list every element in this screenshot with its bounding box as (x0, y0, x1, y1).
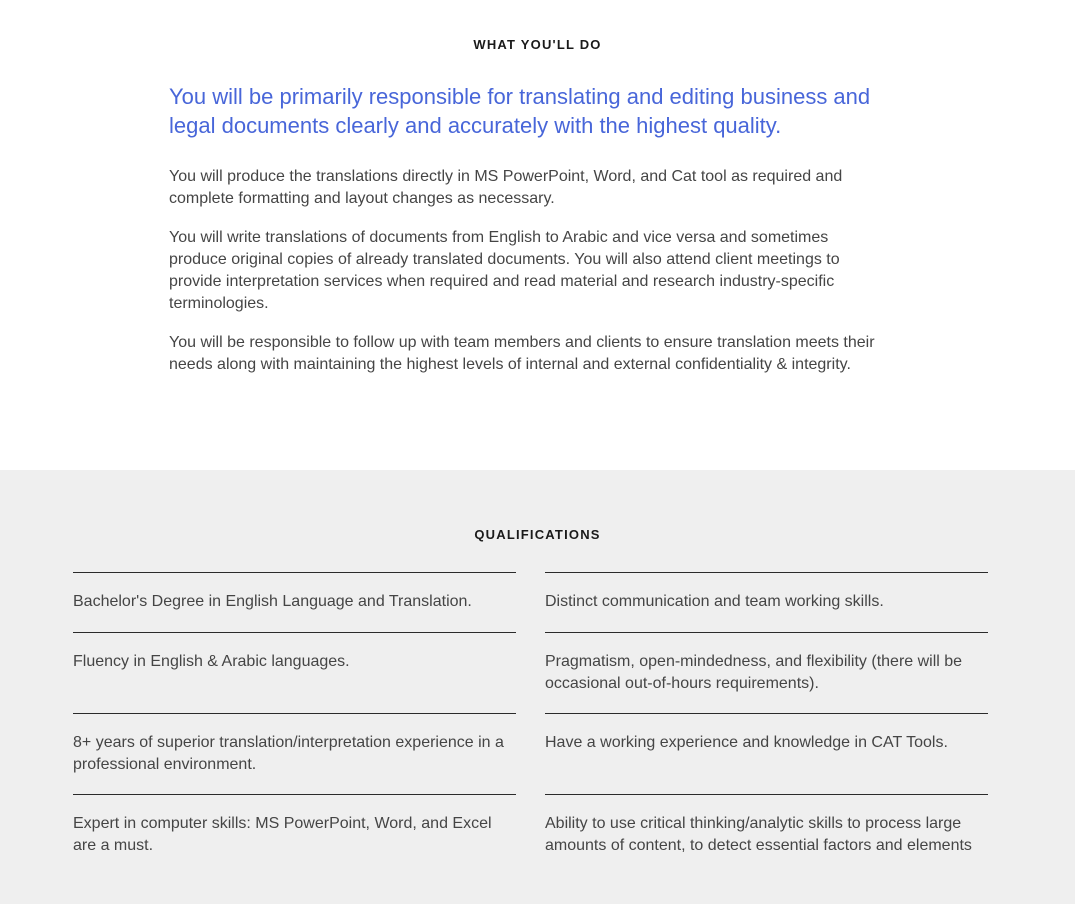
paragraph: You will write translations of documents from English to Arabic and vice versa and sometimes produce original copies of already translated documents. You will also attend client meetings to provide interpretation services when required and read material and research industry-specific terminologies. (169, 229, 840, 312)
section-heading: QUALIFICATIONS (474, 527, 601, 542)
qualification-item: Distinct communication and team working skills. (545, 572, 988, 632)
qualifications-list (73, 572, 988, 897)
qualification-item: Bachelor's Degree in English Language and Translation. (73, 572, 516, 632)
qualification-item: 8+ years of superior translation/interpretation experience in a professional environment. (73, 713, 516, 794)
paragraph: You will produce the translations directly in MS PowerPoint, Word, and Cat tool as required and complete formatting and layout changes as necessary. (169, 168, 843, 207)
lead-statement: You will be primarily responsible for translating and editing business and legal documents clearly and accurately with the highest quality. (169, 84, 871, 138)
qualification-item: Expert in computer skills: MS PowerPoint, Word, and Excel are a must. (73, 794, 516, 897)
qualification-item: Fluency in English & Arabic languages. (73, 632, 516, 713)
section-heading: WHAT YOU'LL DO (473, 37, 602, 52)
qualification-item: Pragmatism, open-mindedness, and flexibility (there will be occasional out-of-hours requirements). (545, 632, 988, 713)
qualification-item: Have a working experience and knowledge in CAT Tools. (545, 713, 988, 794)
responsibilities-paragraphs (169, 166, 881, 394)
qualifications-section (0, 470, 1075, 904)
paragraph: You will be responsible to follow up with team members and clients to ensure translation meets their needs along with maintaining the highest levels of internal and external confidentiality & integrity. (169, 334, 875, 373)
qualification-item: Ability to use critical thinking/analytic skills to process large amounts of content, to detect essential factors and elements (545, 794, 988, 897)
